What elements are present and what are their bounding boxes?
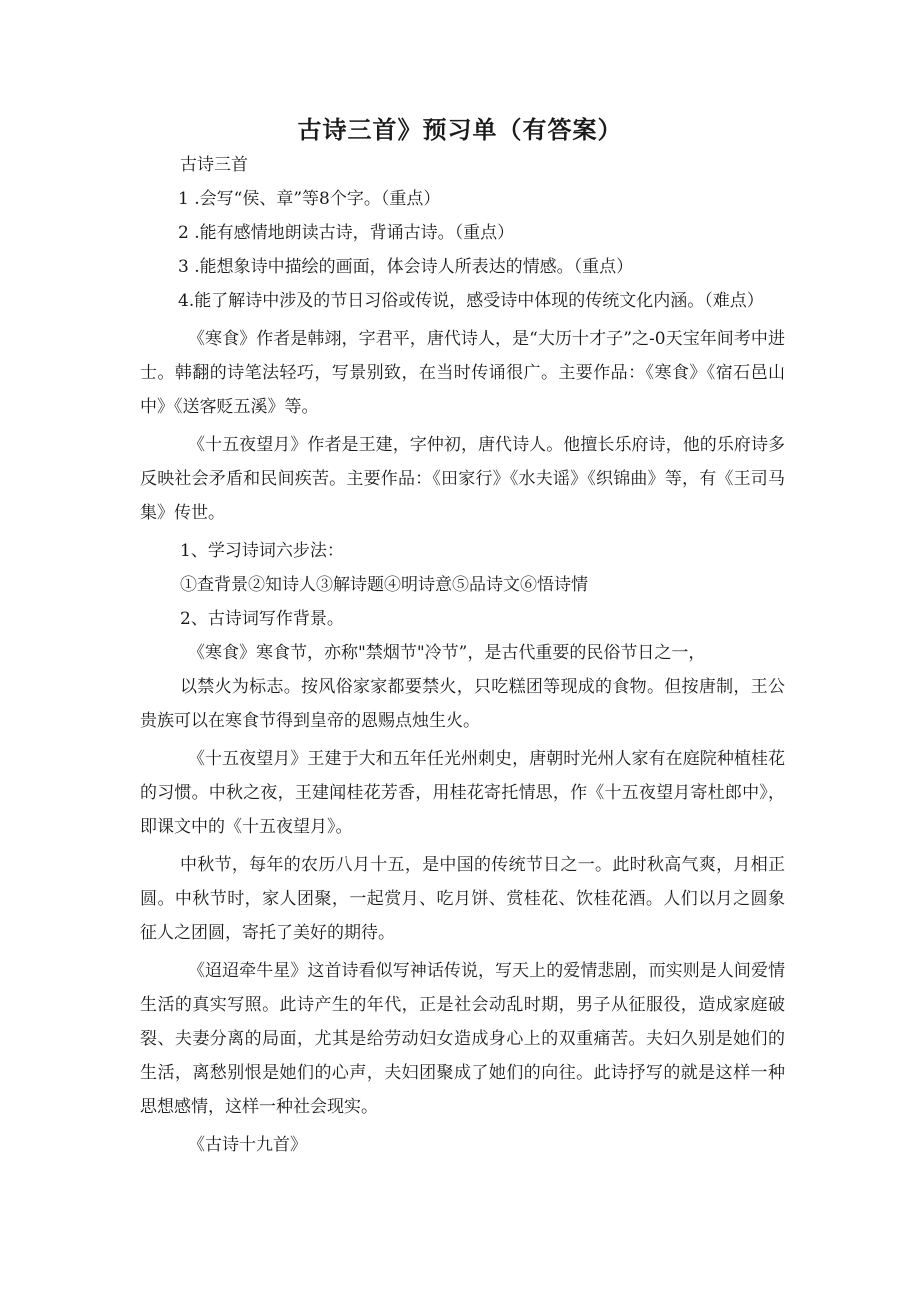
author-wangjian-paragraph: 《十五夜望月》作者是王建，字仲初，唐代诗人。他擅长乐府诗，他的乐府诗多反映社会矛盾和民间疾苦。主要作品：《田家行》《水夫谣》《织锦曲》等，有《王司马集》传世。 <box>140 435 785 523</box>
goal-item-2: 2 .能有感情地朗读古诗，背诵古诗。（重点） <box>178 223 515 243</box>
goal-item-4: 4.能了解诗中涉及的节日习俗或传说，感受诗中体现的传统文化内涵。（难点） <box>178 291 764 311</box>
bg-hanshi-line1: 《寒食》寒食节，亦称"禁烟节"冷节”，是古代重要的民俗节日之一， <box>188 643 706 663</box>
step-heading: 1、学习诗词六步法： <box>180 541 344 561</box>
tiaotiao-paragraph: 《迢迢牵牛星》这首诗看似写神话传说，写天上的爱情悲剧，而实则是人间爱情生活的真实写照。此诗产生的年代，正是社会动乱时期，男子从征服役，造成家庭破裂、夫妻分离的局面，尤其是给劳动妇女造成身心上的双重痛苦。夫妇久别是她们的生活，离愁别恨是她们的心声，夫妇团聚成了她们的向往。此诗抒写的就是这样一种思想感情，这样一种社会现实。 <box>140 961 785 1117</box>
author-hanshi-paragraph: 《寒食》作者是韩翊，字君平，唐代诗人，是“大历十才子”之-0天宝年间考中进士。韩翻的诗笔法轻巧，写景别致，在当时传诵很广。主要作品：《寒食》《宿石邑山中》《送客贬五溪》等。 <box>140 329 785 417</box>
bg-wangjian-paragraph: 《十五夜望月》王建于大和五年任光州刺史，唐朝时光州人家有在庭院种植桂花的习惯。中秋之夜，王建闻桂花芳香，用桂花寄托情思，作《十五夜望月寄杜郎中》，即课文中的《十五夜望月》。 <box>140 749 785 837</box>
document-title: 古诗三首》预习单（有答案） <box>297 116 623 144</box>
step-list: ①查背景②知诗人③解诗题④明诗意⑤品诗文⑥悟诗情 <box>180 575 588 595</box>
background-heading: 2、古诗词写作背景。 <box>180 609 344 629</box>
gushi19-heading: 《古诗十九首》 <box>188 1135 307 1155</box>
bg-hanshi-line2: 以禁火为标志。按风俗家家都要禁火，只吃糕团等现成的食物。但按唐制，王公贵族可以在寒食节得到皇帝的恩赐点烛生火。 <box>140 677 785 731</box>
mid-autumn-paragraph: 中秋节，每年的农历八月十五，是中国的传统节日之一。此时秋高气爽，月相正圆。中秋节时，家人团聚，一起赏月、吃月饼、赏桂花、饮桂花酒。人们以月之圆象征人之团圆，寄托了美好的期待。 <box>140 855 785 943</box>
goal-item-3: 3 .能想象诗中描绘的画面，体会诗人所表达的情感。（重点） <box>178 257 634 277</box>
section-heading: 古诗三首 <box>180 155 248 175</box>
document-body <box>140 148 785 1162</box>
goal-item-1: 1 .会写“侯、章”等8个字。（重点） <box>178 189 441 209</box>
